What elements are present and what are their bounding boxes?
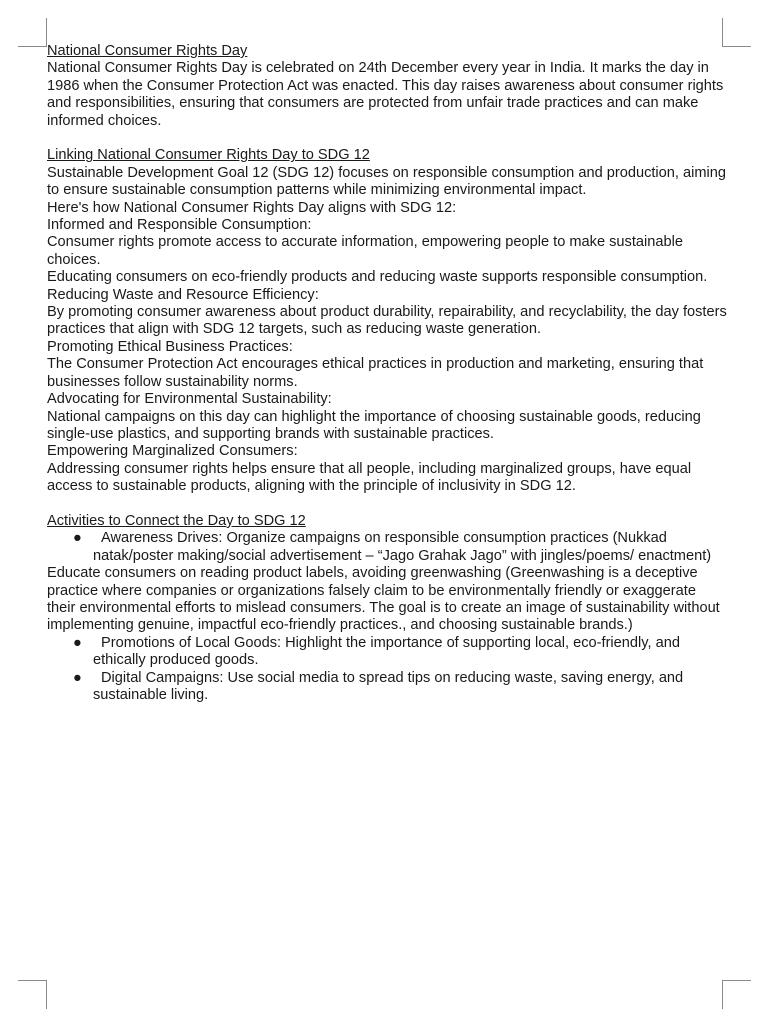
sdg-subheading-environment: Advocating for Environmental Sustainability:: [47, 391, 332, 408]
spacer: [47, 130, 727, 147]
sdg-subheading-waste: Reducing Waste and Resource Efficiency:: [47, 286, 319, 303]
spacer: [47, 496, 727, 513]
intro-heading: National Consumer Rights Day: [47, 43, 248, 59]
sdg-line-environment: National campaigns on this day can highlight the importance of choosing sustainable goods, reducing single-use plastics, and supporting brands with sustainable practices.: [47, 408, 701, 442]
bullet-text-digital: Digital Campaigns: Use social media to spread tips on reducing waste, saving energy, and sustainable living.: [93, 669, 684, 703]
activities-list-top: [47, 530, 727, 565]
bullet-text-awareness: Awareness Drives: Organize campaigns on responsible consumption practices (Nukkad natak/poster making/social advertisement – “Jago Grahak Jago” with jingles/poems/ enactment): [93, 530, 712, 564]
crop-mark-top-left: [18, 18, 47, 47]
sdg-line-marginalized: Addressing consumer rights helps ensure that all people, including marginalized groups, have equal access to sustainable products, aligning with the principle of inclusivity in SDG 12.: [47, 460, 692, 495]
sdg-line-definition: Sustainable Development Goal 12 (SDG 12) focuses on responsible consumption and production, aiming to ensure sustainable consumption patterns while minimizing environmental impact.: [47, 164, 727, 199]
list-item: [47, 670, 727, 705]
sdg-subheading-informed: Informed and Responsible Consumption:: [47, 217, 312, 234]
activities-paragraph: Educate consumers on reading product labels, avoiding greenwashing (Greenwashing is a deceptive practice where companies or organizations falsely claim to be environmentally friendly or exaggerate their environmental efforts to mislead consumers. The goal is to create an image of sustainability without implementing genuine, impactful eco-friendly practices., and choosing sustainable brands.): [47, 565, 720, 634]
intro-paragraph: National Consumer Rights Day is celebrated on 24th December every year in India. It marks the day in 1986 when the Consumer Protection Act was enacted. This day raises awareness about consumer rights and responsibilities, ensuring that consumers are protected from unfair trade practices and can make informed choices.: [47, 60, 724, 129]
sdg-line-informed-2: Educating consumers on eco-friendly products and reducing waste supports responsible consumption.: [47, 269, 708, 286]
sdg-subheading-marginalized: Empowering Marginalized Consumers:: [47, 443, 298, 460]
bullet-icon: ●: [73, 669, 82, 686]
sdg-line-informed-1: Consumer rights promote access to accurate information, empowering people to make sustainable choices.: [47, 234, 683, 268]
list-item: [47, 635, 727, 670]
crop-mark-bottom-left: [18, 980, 47, 1009]
sdg-line-waste: By promoting consumer awareness about product durability, repairability, and recyclability, the day fosters practices that align with SDG 12 targets, such as reducing waste generation.: [47, 304, 727, 338]
bullet-icon: ●: [73, 530, 82, 547]
sdg-heading: Linking National Consumer Rights Day to SDG 12: [47, 147, 370, 164]
sdg-line-intro: Here's how National Consumer Rights Day aligns with SDG 12:: [47, 199, 457, 216]
activities-list-bottom: [47, 635, 727, 705]
bullet-icon: ●: [73, 634, 82, 651]
crop-mark-bottom-right: [722, 980, 751, 1009]
bullet-text-local-goods: Promotions of Local Goods: Highlight the importance of supporting local, eco-friendly, and ethically produced goods.: [93, 634, 680, 669]
document-body: [47, 43, 727, 704]
activities-heading: Activities to Connect the Day to SDG 12: [47, 512, 306, 529]
sdg-line-ethical: The Consumer Protection Act encourages ethical practices in production and marketing, ensuring that businesses follow sustainability norms.: [47, 356, 704, 390]
sdg-subheading-ethical: Promoting Ethical Business Practices:: [47, 338, 293, 355]
list-item: [47, 530, 727, 565]
